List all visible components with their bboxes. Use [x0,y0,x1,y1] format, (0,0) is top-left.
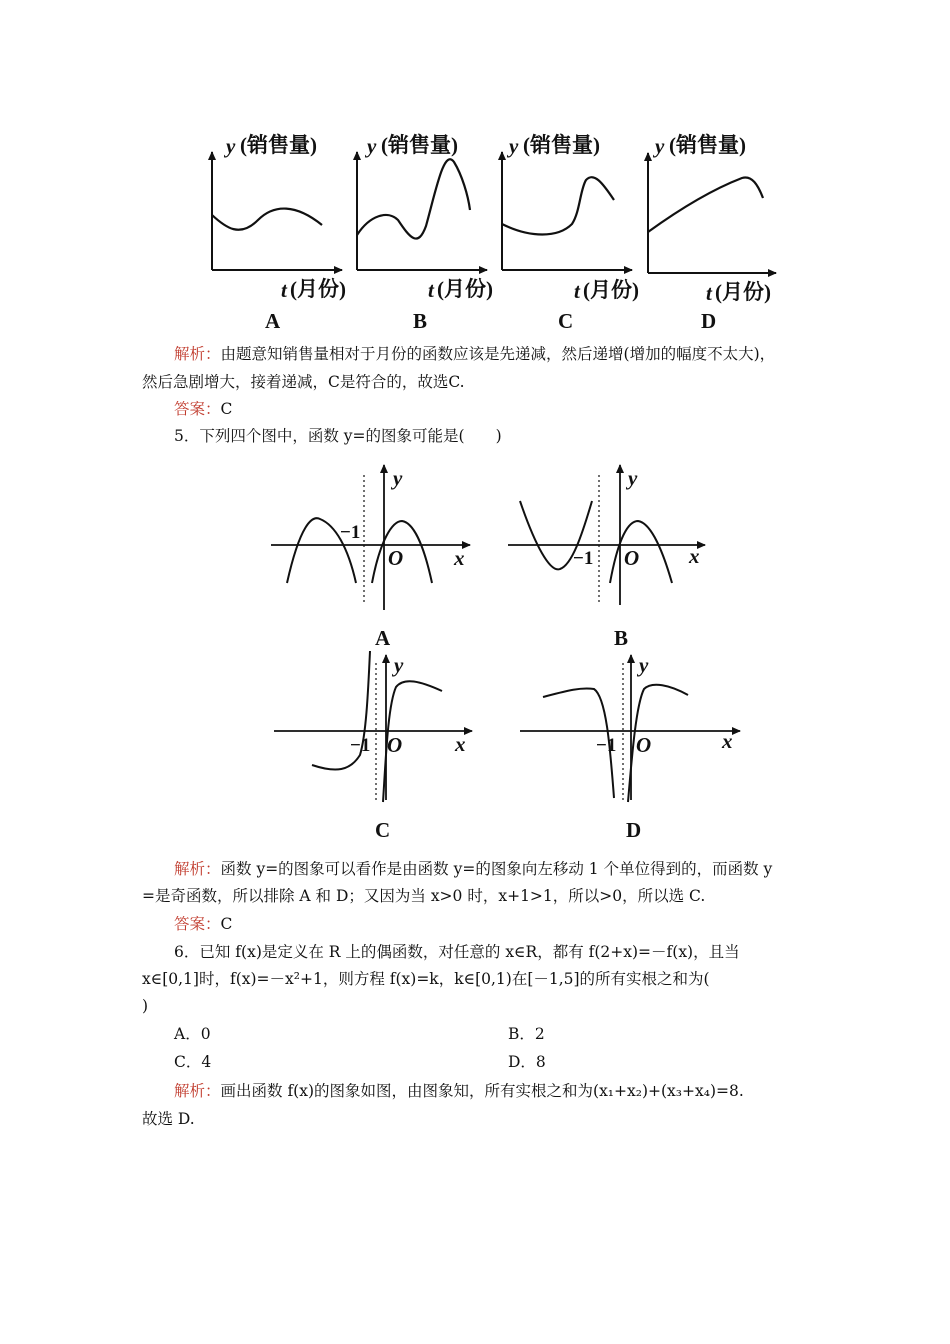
y-axis-label: y [628,466,638,490]
q4-analysis-text-1: 由题意知销售量相对于月份的函数应该是先递减，然后递增(增加的幅度不太大)， [220,345,776,363]
function-graph-c [274,651,472,842]
function-graph-b [508,465,705,650]
analysis-tag: 解析： [174,860,221,878]
tick-label-neg-1: −1 [340,522,361,543]
q4-analysis-line-2: 然后急剧增大，接着递减，C是符合的，故选C. [142,373,465,391]
q6-analysis-line-1 [174,1078,854,1104]
x-axis-label: t [574,279,580,303]
sales-curve-a [212,209,322,230]
y-axis-label-cn: (销售量) [240,133,317,157]
y-axis-label: y [394,653,404,677]
option-a: A．0 [174,1025,211,1043]
x-axis-label: t [428,278,434,302]
answer-tag: 答案： [174,400,221,418]
q5-stem: 5．下列四个图中，函数 y=的图象可能是( ) [174,427,502,445]
caption-c: C [375,818,391,842]
q5-analysis-line-1 [174,856,854,882]
y-axis-label: y [226,134,236,158]
caption-b: B [413,309,428,333]
origin-label: O [387,733,403,757]
sales-curve-b [357,159,470,238]
q6-stem-line-1: 6．已知 f(x)是定义在 R 上的偶函数，对任意的 x∈R，都有 f(2+x)=－f(x)，且当 [174,943,740,961]
x-axis-label-cn: (月份) [583,278,639,302]
y-axis-label-cn: (销售量) [523,133,600,157]
tick-label-neg-1: −1 [573,548,594,569]
q6-analysis-line-2: 故选 D. [142,1110,195,1128]
option-c: C．4 [174,1053,212,1071]
origin-label: O [636,733,652,757]
caption-c: C [558,309,574,333]
x-axis-label: x [689,544,700,568]
sales-curve-d [648,177,763,232]
x-axis-label-cn: (月份) [715,280,771,304]
x-axis-label: x [722,729,733,753]
y-axis-label: y [393,466,403,490]
q5-analysis-line-2: =是奇函数，所以排除 A 和 D；又因为当 x>0 时，x+1>1，所以>0，所以选 C. [142,887,706,905]
q6-stem-line-3: ) [142,997,149,1015]
x-axis-label: t [706,281,712,305]
sales-graph-a [212,133,346,333]
sales-curve-c [502,177,614,234]
analysis-tag: 解析： [174,345,221,363]
q5-analysis-text-1: 函数 y=的图象可以看作是由函数 y=的图象向左移动 1 个单位得到的，而函数 y [220,860,773,878]
sales-graphs-figure [0,120,950,335]
origin-label: O [624,546,640,570]
x-axis-label: x [455,732,466,756]
q5-answer-line [174,911,854,937]
origin-label: O [388,546,404,570]
x-axis-label-cn: (月份) [290,277,346,301]
y-axis-label: y [655,134,665,158]
option-d: D．8 [508,1053,546,1071]
y-axis-label-cn: (销售量) [669,133,746,157]
function-graphs-figure [0,455,950,850]
q6-analysis-text-1: 画出函数 f(x)的图象如图，由图象知，所有实根之和为(x₁+x₂)+(x₃+x₄)=8. [220,1082,744,1100]
option-b: B．2 [508,1025,545,1043]
caption-d: D [626,818,642,842]
answer-tag: 答案： [174,915,221,933]
sales-graph-b [357,133,493,333]
caption-d: D [701,309,717,333]
q5-answer: C [220,915,233,933]
q4-analysis-line-1 [174,341,854,367]
y-axis-label: y [509,134,519,158]
y-axis-label-cn: (销售量) [381,133,458,157]
caption-a: A [375,626,391,650]
y-axis-label: y [639,653,649,677]
q4-answer-line [174,396,854,422]
sales-graph-d [648,133,776,333]
q4-answer: C [220,400,233,418]
tick-label-neg-1: −1 [596,735,617,756]
q6-stem-line-2: x∈[0,1]时，f(x)=－x²+1，则方程 f(x)=k，k∈[0,1)在[－1,5]的所有实根之和为( [142,970,710,988]
tick-label-neg-1: −1 [350,735,371,756]
y-axis-label: y [367,134,377,158]
function-graph-d [520,653,740,842]
caption-b: B [614,626,629,650]
analysis-tag: 解析： [174,1082,221,1100]
x-axis-label-cn: (月份) [437,277,493,301]
x-axis-label: t [281,278,287,302]
sales-graph-c [502,133,639,333]
function-graph-a [271,465,470,650]
caption-a: A [265,309,281,333]
x-axis-label: x [454,546,465,570]
